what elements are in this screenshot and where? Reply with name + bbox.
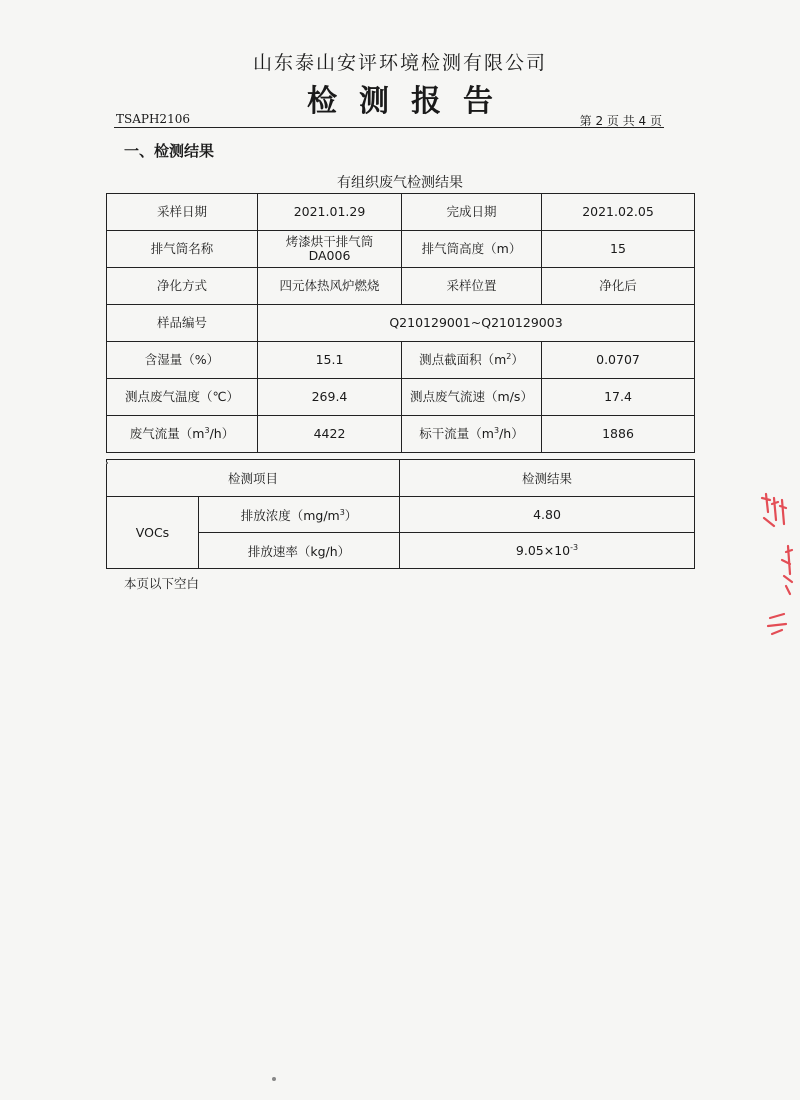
table-row [107,497,695,533]
sampling-location-value: 净化后 [542,268,695,305]
purification-label: 净化方式 [107,268,258,305]
test-results-table [106,459,695,569]
gas-flow-label [107,416,258,453]
moisture-value: 15.1 [258,342,402,379]
table-row [107,194,695,231]
gas-temperature-label: 测点废气温度（℃） [107,379,258,416]
section-area-label-text: 测点截面积（m [419,352,507,367]
table-row [107,342,695,379]
stack-height-value: 15 [542,231,695,268]
gas-velocity-value: 17.4 [542,379,695,416]
sampling-date-value: 2021.01.29 [258,194,402,231]
pollutant-name: VOCs [107,497,199,569]
table-title: 有组织废气检测结果 [337,175,463,191]
concentration-label-sup: 3 [339,507,345,517]
emission-rate-base: 9.05×10 [515,543,571,558]
test-item-header: 检测项目 [107,460,400,497]
paper-speck [272,1077,276,1081]
table-row [107,460,695,497]
table-row [107,416,695,453]
concentration-label [199,497,400,533]
gas-temperature-value: 269.4 [258,379,402,416]
gas-flow-label-sup: 3 [204,425,210,435]
paper-speck [106,462,108,464]
stack-height-label: 排气筒高度（m） [402,231,542,268]
stack-name-line2: DA006 [308,248,351,263]
standard-flow-label-close: /h） [499,426,524,441]
sampling-date-label: 采样日期 [107,194,258,231]
emission-rate-label: 排放速率（kg/h） [199,533,400,569]
table-row [107,379,695,416]
blank-page-note: 本页以下空白 [124,576,200,591]
stack-name-label: 排气筒名称 [107,231,258,268]
sampling-location-label: 采样位置 [402,268,542,305]
company-name: 山东泰山安评环境检测有限公司 [252,52,547,74]
header-divider [114,127,664,128]
completion-date-value: 2021.02.05 [542,194,695,231]
concentration-label-text: 排放浓度（mg/m [240,507,340,523]
concentration-label-close: ） [344,507,358,523]
standard-flow-label-sup: 3 [493,425,500,435]
concentration-value: 4.80 [400,497,695,533]
section-area-label-close: ） [511,352,524,367]
emission-rate-exponent: -3 [570,542,579,552]
section-area-value: 0.0707 [542,342,695,379]
table-row [107,231,695,268]
standard-flow-label-text: 标干流量（m [419,426,494,441]
gas-flow-label-close: /h） [209,426,235,441]
table-row [107,305,695,342]
gas-flow-label-text: 废气流量（m [129,426,205,441]
sample-number-label: 样品编号 [107,305,258,342]
section-area-label [402,342,542,379]
standard-flow-value: 1886 [542,416,695,453]
emission-rate-value [400,533,695,569]
report-title: 检测报告 [307,84,515,119]
completion-date-label: 完成日期 [402,194,542,231]
seal-stamp-fragment [756,490,796,640]
gas-velocity-label: 测点废气流速（m/s） [402,379,542,416]
table-row [107,268,695,305]
purification-value: 四元体热风炉燃烧 [258,268,402,305]
section-heading: 一、检测结果 [124,142,215,160]
sampling-parameters-table [106,193,695,453]
sample-number-value: Q210129001~Q210129003 [258,305,695,342]
stack-name-line1: 烤漆烘干排气筒 [285,234,374,249]
stack-name-value [258,231,402,268]
test-result-header: 检测结果 [400,460,695,497]
report-number: TSAPH2106 [116,112,190,126]
section-area-label-sup: 2 [506,351,512,361]
page-indicator: 第 2 页 共 4 页 [579,114,662,128]
gas-flow-value: 4422 [258,416,402,453]
standard-flow-label [402,416,542,453]
moisture-label: 含湿量（%） [107,342,258,379]
